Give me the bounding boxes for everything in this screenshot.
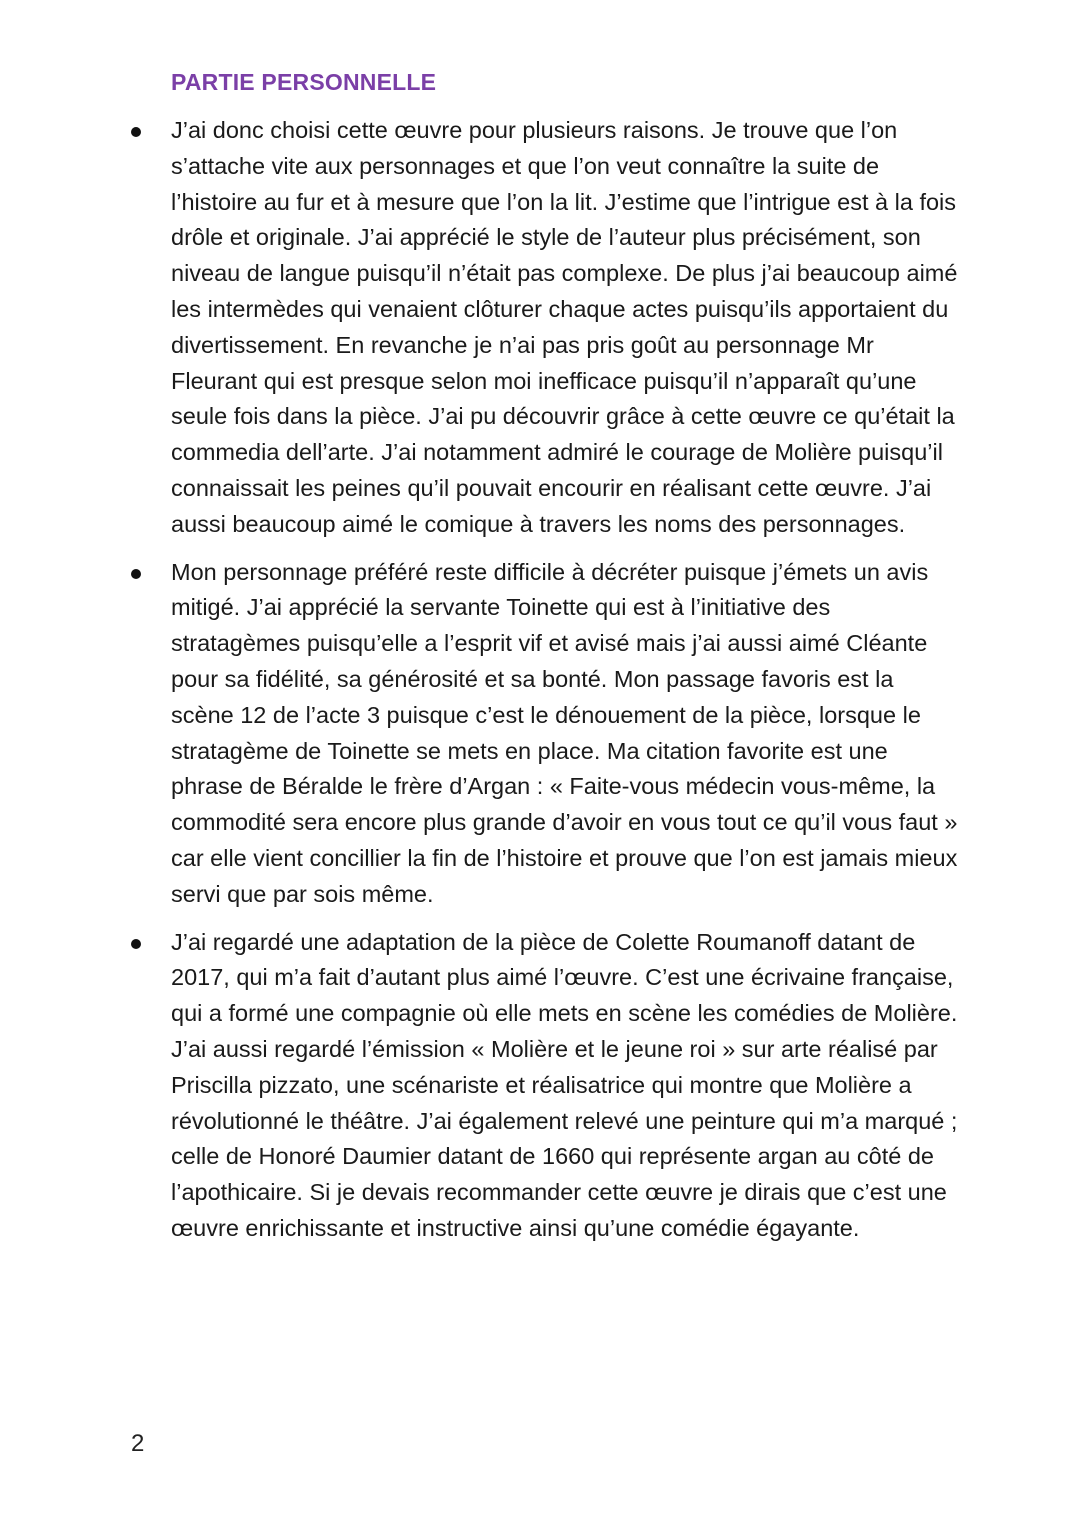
bullet-list [171,113,961,1259]
section-title: PARTIE PERSONNELLE [171,69,437,95]
bullet-item-1 [171,113,961,543]
page-number: 2 [131,1430,145,1457]
bullet-text-1: J’ai donc choisi cette œuvre pour plusieurs raisons. Je trouve que l’on s’attache vite aux personnages et que l’on veut connaître la suite de l’histoire au fur et à mesure que l’on la lit. J’estime que l’intrigue est à la fois drôle et originale. J’ai apprécié le style de l’auteur plus précisément, son niveau de langue puisqu’il n’était pas complexe. De plus j’ai beaucoup aimé les intermèdes qui venaient clôturer chaque actes puisqu’ils apportaient du divertissement. En revanche je n’ai pas pris goût au personnage Mr Fleurant qui est presque selon moi inefficace puisqu’il n’apparaît qu’une seule fois dans la pièce. J’ai pu découvrir grâce à cette œuvre ce qu’était la commedia dell’arte. J’ai notamment admiré le courage de Molière puisqu’il connaissait les peines qu’il pouvait encourir en réalisant cette œuvre. J’ai aussi beaucoup aimé le comique à travers les noms des personnages. [171,117,958,537]
bullet-text-2: Mon personnage préféré reste difficile à décréter puisque j’émets un avis mitigé. J’ai apprécié la servante Toinette qui est à l’initiative des stratagèmes puisqu’elle a l’esprit vif et avisé mais j’ai aussi aimé Cléante pour sa fidélité, sa générosité et sa bonté. Mon passage favoris est la scène 12 de l’acte 3 puisque c’est le dénouement de la pièce, lorsque le stratagème de Toinette se mets en place. Ma citation favorite est une phrase de Béralde le frère d’Argan : « Faite-vous médecin vous-même, la commodité sera encore plus grande d’avoir en vous tout ce qu’il vous faut » car elle vient concillier la fin de l’histoire et prouve que l’on est jamais mieux servi que par sois même. [171,558,958,907]
bullet-icon [131,939,141,949]
bullet-item-3 [171,925,961,1247]
bullet-item-2 [171,555,961,913]
bullet-icon [131,127,141,137]
bullet-icon [131,569,141,579]
bullet-text-3: J’ai regardé une adaptation de la pièce de Colette Roumanoff datant de 2017, qui m’a fait d’autant plus aimé l’œuvre. C’est une écrivaine française, qui a formé une compagnie où elle mets en scène les comédies de Molière. J’ai aussi regardé l’émission « Molière et le jeune roi » sur arte réalisé par Priscilla pizzato, une scénariste et réalisatrice qui montre que Molière a révolutionné le théâtre. J’ai également relevé une peinture qui m’a marqué ; celle de Honoré Daumier datant de 1660 qui représente argan au côté de l’apothicaire. Si je devais recommander cette œuvre je dirais que c’est une œuvre enrichissante et instructive ainsi qu’une comédie égayante. [171,928,958,1241]
